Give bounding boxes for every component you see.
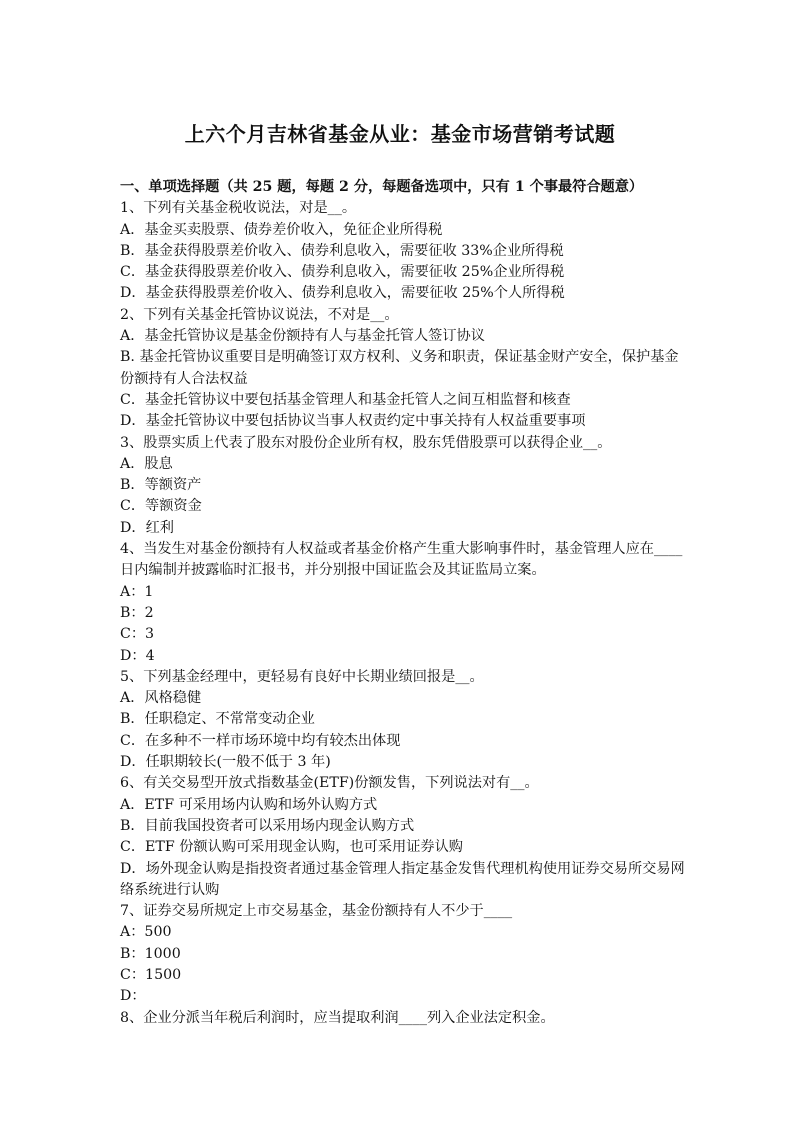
- question-2-option-b: B. 基金托管协议重要目是明确签订双方权利、义务和职责，保证基金财产安全，保护基金份额持有人合法权益: [120, 349, 679, 387]
- question-4-option-c: C：3: [120, 626, 155, 643]
- question-5-option-a: A．风格稳健: [120, 690, 202, 707]
- question-5-option-c: C．在多种不一样市场环境中均有较杰出体现: [120, 732, 401, 749]
- question-2-stem: 2、下列有关基金托管协议说法，不对是__。: [120, 306, 399, 323]
- question-7-option-a: A：500: [120, 924, 172, 941]
- question-7-option-c: C：1500: [120, 966, 182, 983]
- question-5-stem: 5、下列基金经理中，更轻易有良好中长期业绩回报是__。: [120, 668, 484, 685]
- question-2-option-a: A．基金托管协议是基金份额持有人与基金托管人签订协议: [120, 328, 485, 345]
- question-6-option-a: A．ETF 可采用场内认购和场外认购方式: [120, 796, 378, 813]
- question-5-option-d: D．任职期较长(一般不低于 3 年): [120, 754, 331, 771]
- question-4-option-b: B：2: [120, 604, 154, 621]
- question-7-stem: 7、证券交易所规定上市交易基金，基金份额持有人不少于____: [120, 903, 513, 920]
- question-3-option-a: A．股息: [120, 455, 173, 472]
- question-6-option-b: B．目前我国投资者可以采用场内现金认购方式: [120, 817, 415, 834]
- question-2-option-c: C．基金托管协议中要包括基金管理人和基金托管人之间互相监督和核查: [120, 391, 571, 408]
- question-8-stem: 8、企业分派当年税后利润时，应当提取利润____列入企业法定积金。: [120, 1009, 555, 1026]
- question-1-stem: 1、下列有关基金税收说法，对是__。: [120, 200, 357, 217]
- question-1-option-b: B．基金获得股票差价收入、债券利息收入，需要征收 33%企业所得税: [120, 242, 564, 259]
- question-7-option-b: B：1000: [120, 945, 181, 962]
- question-2-option-d: D．基金托管协议中要包括协议当事人权责约定中事关持有人权益重要事项: [120, 413, 586, 430]
- document-body: [120, 177, 690, 1029]
- question-1-option-a: A．基金买卖股票、债券差价收入，免征企业所得税: [120, 221, 443, 238]
- document-title: 上六个月吉林省基金从业：基金市场营销考试题: [184, 122, 616, 146]
- question-5-option-b: B．任职稳定、不常常变动企业: [120, 711, 315, 728]
- question-3-stem: 3、股票实质上代表了股东对股份企业所有权，股东凭借股票可以获得企业__。: [120, 434, 612, 451]
- question-3-option-d: D．红利: [120, 519, 174, 536]
- question-1-option-c: C．基金获得股票差价收入、债券利息收入，需要征收 25%企业所得税: [120, 264, 565, 281]
- question-3-option-c: C．等额资金: [120, 498, 202, 515]
- question-6-option-d: D．场外现金认购是指投资者通过基金管理人指定基金发售代理机构使用证券交易所交易网络系统进行认购: [120, 860, 685, 898]
- question-7-option-d: D：: [120, 988, 146, 1005]
- question-4-stem: 4、当发生对基金份额持有人权益或者基金价格产生重大影响事件时，基金管理人应在____日内编制并披露临时汇报书，并分别报中国证监会及其证监局立案。: [120, 541, 683, 579]
- section-heading: 一、单项选择题（共 25 题，每题 2 分，每题备选项中，只有 1 个事最符合题意）: [120, 179, 644, 195]
- question-3-option-b: B．等额资产: [120, 477, 202, 494]
- question-6-option-c: C．ETF 份额认购可采用现金认购，也可采用证券认购: [120, 839, 463, 856]
- question-6-stem: 6、有关交易型开放式指数基金(ETF)份额发售，下列说法对有__。: [120, 775, 539, 792]
- question-4-option-d: D：4: [120, 647, 155, 664]
- question-4-option-a: A：1: [120, 583, 154, 600]
- question-1-option-d: D．基金获得股票差价收入、债券利息收入，需要征收 25%个人所得税: [120, 285, 565, 302]
